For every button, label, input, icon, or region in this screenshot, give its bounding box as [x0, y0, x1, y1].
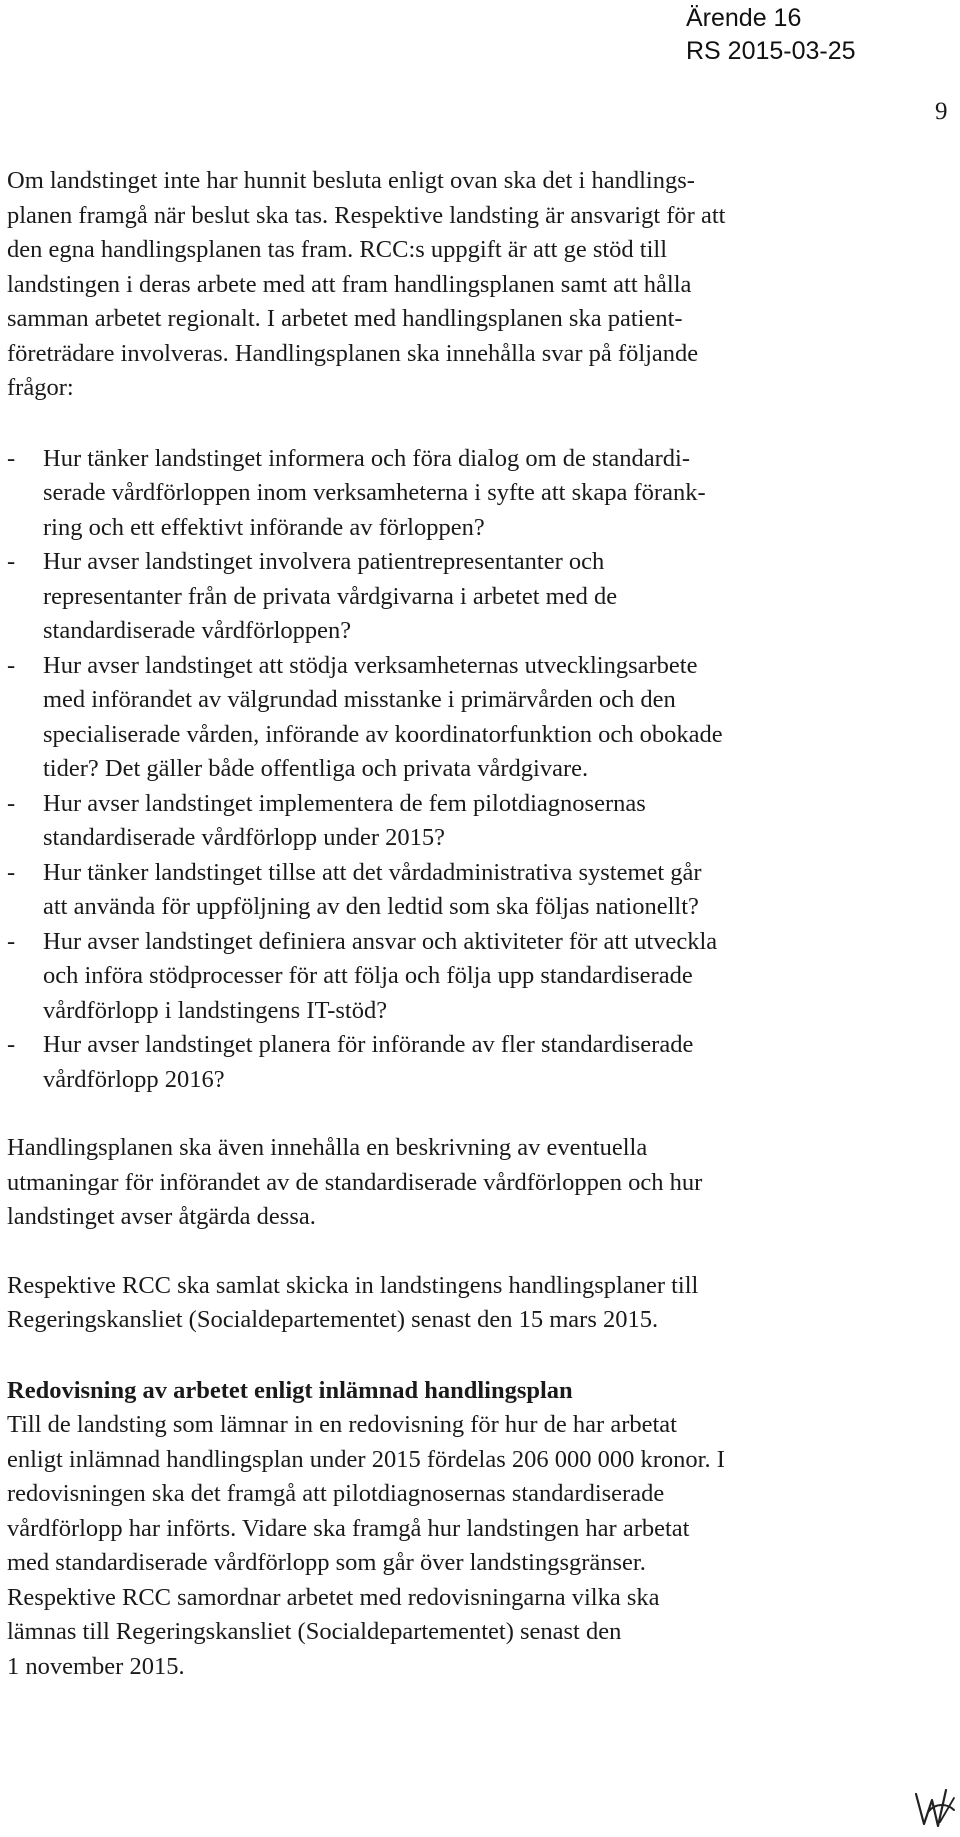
text-line: 1 november 2015. [7, 1652, 185, 1680]
text-line: standardiserade vårdförlopp under 2015? [43, 824, 446, 851]
case-number: Ärende 16 [686, 4, 802, 32]
text-line: lämnas till Regeringskansliet (Socialdepartementet) senast den [7, 1618, 622, 1645]
text-line: vårdförlopp har införts. Vidare ska framgå hur landstingen har arbetat [7, 1514, 690, 1542]
text-line: den egna handlingsplanen tas fram. RCC:s uppgift är att ge stöd till [7, 236, 668, 263]
case-reference: RS 2015-03-25 [686, 37, 856, 65]
text-line: frågor: [7, 374, 74, 401]
text-line: Hur avser landstinget planera för införande av fler standardiserade [43, 1031, 694, 1058]
submission-paragraph [7, 1269, 807, 1338]
text-line: Om landstinget inte har hunnit besluta enligt ovan ska det i handlings- [7, 167, 695, 194]
text-line: landstinget avser åtgärda dessa. [7, 1203, 316, 1230]
text-line: Hur avser landstinget implementera de fem pilotdiagnosernas [43, 789, 646, 817]
text-line: och införa stödprocesser för att följa och följa upp standardiserade [43, 962, 693, 989]
text-line: vårdförlopp 2016? [43, 1065, 225, 1093]
text-line: tider? Det gäller både offentliga och privata vårdgivare. [43, 755, 589, 782]
list-item [7, 442, 807, 546]
text-line: redovisningen ska det framgå att pilotdiagnosernas standardiserade [7, 1480, 665, 1507]
text-line: Regeringskansliet (Socialdepartementet) senast den 15 mars 2015. [7, 1306, 659, 1333]
text-line: Respektive RCC ska samlat skicka in landstingens handlingsplaner till [7, 1271, 699, 1299]
list-dash: - [7, 927, 16, 955]
list-item [7, 649, 807, 787]
text-line: Handlingsplanen ska även innehålla en beskrivning av eventuella [7, 1134, 648, 1161]
list-dash: - [7, 789, 16, 817]
list-item [7, 1028, 807, 1097]
question-list [7, 442, 807, 1098]
text-line: representanter från de privata vårdgivarna i arbetet med de [43, 582, 618, 610]
text-line: vårdförlopp i landstingens IT-stöd? [43, 996, 388, 1024]
text-line: med standardiserade vårdförlopp som går över landstingsgränser. [7, 1549, 646, 1576]
case-header [686, 2, 946, 68]
text-line: samman arbetet regionalt. I arbetet med handlingsplanen ska patient- [7, 305, 683, 332]
list-item [7, 787, 807, 856]
list-dash: - [7, 651, 16, 679]
section-body-paragraph [7, 1408, 807, 1684]
text-line: Hur avser landstinget att stödja verksamheternas utvecklingsarbete [43, 651, 698, 679]
page-number: 9 [935, 98, 948, 125]
text-line: enligt inlämnad handlingsplan under 2015 fördelas 206 000 000 kronor. I [7, 1445, 725, 1473]
text-line: ring och ett effektivt införande av förloppen? [43, 513, 485, 541]
text-line: planen framgå när beslut ska tas. Respektive landsting är ansvarigt för att [7, 201, 726, 229]
text-line: Till de landsting som lämnar in en redovisning för hur de har arbetat [7, 1411, 677, 1438]
text-line: serade vårdförloppen inom verksamheterna i syfte att skapa förank- [43, 479, 706, 506]
text-line: specialiserade vården, införande av koordinatorfunktion och obokade [43, 720, 723, 748]
list-item [7, 856, 807, 925]
list-item [7, 545, 807, 649]
section-heading: Redovisning av arbetet enligt inlämnad handlingsplan [7, 1376, 573, 1404]
list-dash: - [7, 858, 16, 886]
list-dash: - [7, 1031, 16, 1058]
text-line: att använda för uppföljning av den ledtid som ska följas nationellt? [43, 893, 699, 920]
text-line: Hur avser landstinget involvera patientrepresentanter och [43, 548, 605, 575]
list-dash: - [7, 444, 16, 472]
list-dash: - [7, 548, 16, 575]
text-line: Respektive RCC samordnar arbetet med redovisningarna vilka ska [7, 1583, 660, 1611]
text-line: utmaningar för införandet av de standardiserade vårdförloppen och hur [7, 1168, 703, 1196]
text-line: landstingen i deras arbete med att fram handlingsplanen samt att hålla [7, 270, 692, 298]
text-line: Hur tänker landstinget informera och föra dialog om de standardi- [43, 444, 690, 472]
challenges-paragraph [7, 1131, 807, 1235]
text-line: Hur tänker landstinget tillse att det vårdadministrativa systemet går [43, 858, 702, 886]
text-line: med införandet av välgrundad misstanke i primärvården och den [43, 686, 676, 713]
document-body [7, 164, 807, 1684]
text-line: företrädare involveras. Handlingsplanen ska innehålla svar på följande [7, 339, 699, 367]
text-line: standardiserade vårdförloppen? [43, 617, 352, 644]
intro-paragraph [7, 164, 807, 406]
text-line: Hur avser landstinget definiera ansvar och aktiviteter för att utveckla [43, 927, 718, 955]
handwritten-initials-icon [910, 1782, 958, 1832]
list-item [7, 925, 807, 1029]
